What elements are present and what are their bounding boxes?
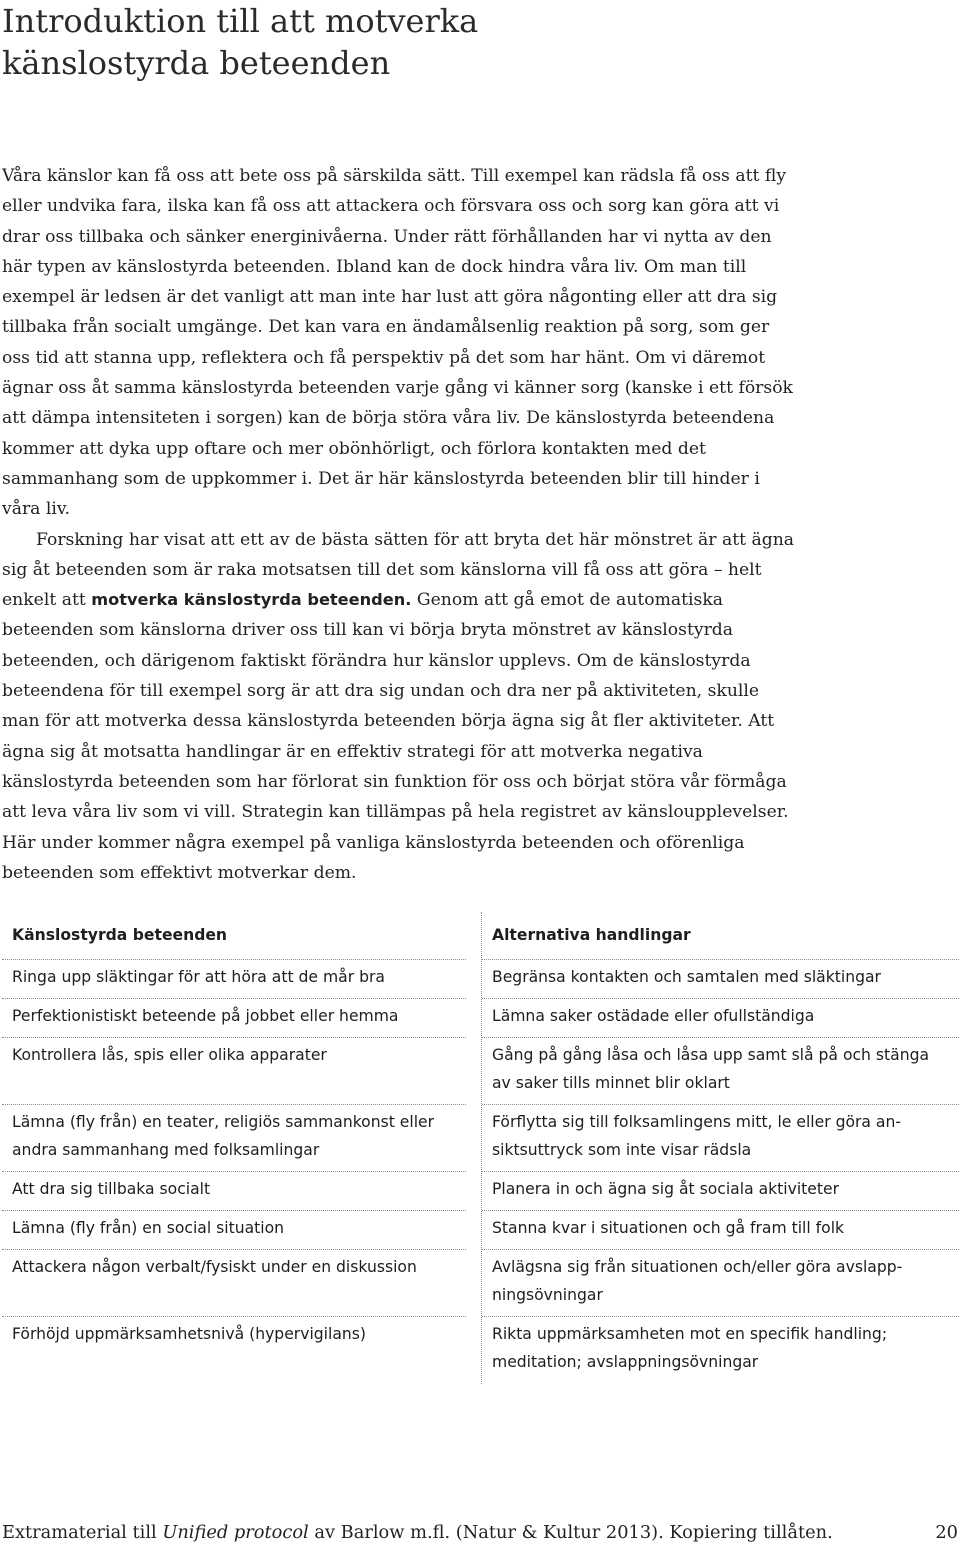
table-cell: Rikta uppmärksamheten mot en specifik handling; meditation; avslappningsövningar xyxy=(492,1325,888,1371)
table-cell: Planera in och ägna sig åt sociala aktiviteter xyxy=(482,1172,959,1211)
table-cell: Lämna (fly från) en teater, religiös sammankonst eller andra sammanhang med folksamlingar xyxy=(2,1105,466,1172)
table-right-column xyxy=(481,912,959,1384)
page-number: 20 xyxy=(935,1522,958,1543)
table-right-header: Alternativa handlingar xyxy=(482,912,959,960)
footer-text-before: Extramaterial till xyxy=(2,1522,163,1543)
footer-text-after: av Barlow m.fl. (Natur & Kultur 2013). Kopiering tillåten. xyxy=(308,1522,833,1543)
paragraph-2 xyxy=(2,525,802,889)
table-cell: Förhöjd uppmärksamhetsnivå (hypervigilans) xyxy=(12,1325,366,1343)
paragraph-2-part-b: Genom att gå emot de automatiska beteenden som känslorna driver oss till kan vi börja bryta mönstret av känslostyrda beteenden, och därigenom faktiskt förändra hur känslor upplevs. Om de känslostyrda beteendena för till exempel sorg är att dra sig undan och dra ner på aktiviteten, skulle man för att motverka dessa känslostyrda beteenden börja ägna sig åt fler aktiviteter. Att ägna sig åt motsatta handlingar är en effektiv strategi för att motverka negativa känslostyrda beteenden som har förlorat sin funktion för oss och börjat störa vår förmåga att leva våra liv som vi vill. Strategin kan tillämpas på hela registret av känsloupplevelser. Här under kommer några exempel på vanliga känslostyrda beteenden och oförenliga beteenden som effektivt motverkar dem. xyxy=(2,590,789,883)
paragraph-2-part-a: Forskning har visat att ett av de bästa sätten för att bryta det här mönstret är att ägna sig åt beteenden som är raka motsatsen till det som känslorna vill få oss att göra – helt enkelt att xyxy=(2,529,795,611)
footer-book-title: Unified protocol xyxy=(162,1522,309,1543)
table-cell: Lämna (fly från) en social situation xyxy=(2,1211,466,1250)
table-cell: Attackera någon verbalt/fysiskt under en diskussion xyxy=(2,1250,466,1317)
footer-credit xyxy=(2,1518,932,1548)
table-cell: Lämna saker ostädade eller ofullständiga xyxy=(482,999,959,1038)
table-cell: Perfektionistiskt beteende på jobbet eller hemma xyxy=(2,999,466,1038)
table-left-column xyxy=(2,912,466,1384)
table-cell: Gång på gång låsa och låsa upp samt slå på och stänga av saker tills minnet blir oklart xyxy=(482,1038,959,1105)
body-text xyxy=(2,161,802,888)
title-line-2: känslostyrda beteenden xyxy=(2,44,391,82)
page-title xyxy=(2,0,942,84)
table-cell: Ringa upp släktingar för att höra att de mår bra xyxy=(2,960,466,999)
table-cell: Kontrollera lås, spis eller olika apparater xyxy=(2,1038,466,1105)
paragraph-1: Våra känslor kan få oss att bete oss på särskilda sätt. Till exempel kan rädsla få oss att fly eller undvika fara, ilska kan få oss att attackera och försvara oss och sorg kan göra att vi drar oss tillbaka och sänker energinivåerna. Under rätt förhållanden har vi nytta av den här typen av känslostyrda beteenden. Ibland kan de dock hindra våra liv. Om man till exempel är ledsen är det vanligt att man inte har lust att göra någonting eller att dra sig tillbaka från socialt umgänge. Det kan vara en ändamålsenlig reaktion på sorg, som ger oss tid att stanna upp, reflektera och få perspektiv på det som har hänt. Om vi däremot ägnar oss åt samma känslostyrda beteenden varje gång vi känner sorg (kanske i ett försök att dämpa intensiteten i sorgen) kan de börja störa våra liv. De känslostyrda beteendena kommer att dyka upp oftare och mer obönhörligt, och förlora kontakten med det sammanhang som de uppkommer i. Det är här känslostyrda beteenden blir till hinder i våra liv. xyxy=(2,166,793,520)
title-line-1: Introduktion till att motverka xyxy=(2,2,479,40)
table-cell: Att dra sig tillbaka socialt xyxy=(2,1172,466,1211)
paragraph-2-bold: motverka känslostyrda beteenden. xyxy=(91,590,412,610)
table-cell: Förflytta sig till folksamlingens mitt, le eller göra ansiktsuttryck som inte visar rädsla xyxy=(482,1105,959,1172)
table-cell: Avlägsna sig från situationen och/eller göra avslappningsövningar xyxy=(482,1250,959,1317)
table-left-header: Känslostyrda beteenden xyxy=(2,912,466,960)
table-cell: Stanna kvar i situationen och gå fram till folk xyxy=(482,1211,959,1250)
table-cell: Begränsa kontakten och samtalen med släktingar xyxy=(482,960,959,999)
